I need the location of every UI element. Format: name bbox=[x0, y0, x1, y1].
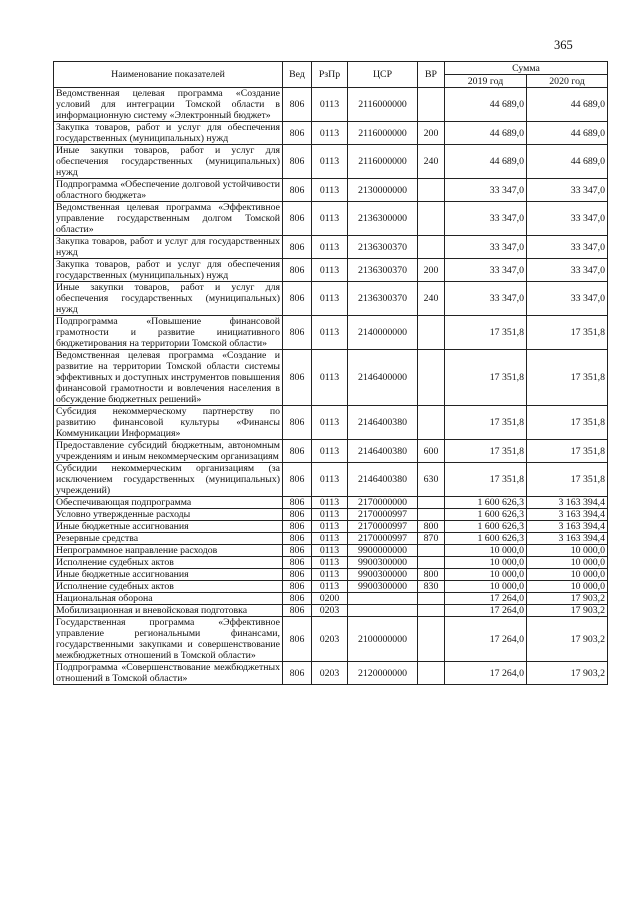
cell-vr bbox=[418, 350, 445, 406]
header-csr: ЦСР bbox=[348, 62, 418, 88]
cell-vr bbox=[418, 545, 445, 557]
cell-sum-2020: 10 000,0 bbox=[527, 557, 608, 569]
budget-table bbox=[53, 61, 608, 685]
cell-sum-2020: 17 903,2 bbox=[527, 605, 608, 617]
cell-csr: 2170000997 bbox=[348, 533, 418, 545]
cell-ved: 806 bbox=[283, 497, 312, 509]
cell-sum-2020: 33 347,0 bbox=[527, 259, 608, 282]
cell-csr: 2170000000 bbox=[348, 497, 418, 509]
table-row bbox=[54, 545, 608, 557]
cell-vr bbox=[418, 202, 445, 236]
cell-csr: 2136300370 bbox=[348, 282, 418, 316]
cell-sum-2019: 33 347,0 bbox=[445, 179, 527, 202]
cell-vr: 800 bbox=[418, 569, 445, 581]
cell-csr: 2170000997 bbox=[348, 521, 418, 533]
cell-name: Субсидии некоммерческим организациям (за исключением государственных (муниципальных) учреждений) bbox=[54, 463, 283, 497]
cell-ved: 806 bbox=[283, 179, 312, 202]
cell-name: Субсидия некоммерческому партнерству по развитию финансовой культуры «Финансы Коммуникации Информация» bbox=[54, 406, 283, 440]
cell-rzpr: 0113 bbox=[312, 440, 348, 463]
cell-csr: 9900300000 bbox=[348, 557, 418, 569]
cell-vr bbox=[418, 605, 445, 617]
cell-name: Закупка товаров, работ и услуг для обеспечения государственных (муниципальных) нужд bbox=[54, 122, 283, 145]
table-row bbox=[54, 88, 608, 122]
cell-name: Подпрограмма «Повышение финансовой грамотности и развитие инициативного бюджетирования на территории Томской области» bbox=[54, 316, 283, 350]
cell-rzpr: 0113 bbox=[312, 406, 348, 440]
cell-sum-2020: 44 689,0 bbox=[527, 88, 608, 122]
cell-name: Ведомственная целевая программа «Создание и развитие на территории Томской области системы эффективных и доступных инструментов повышения финансовой грамотности и вовлечения населения в обсуждение бюджетных решений» bbox=[54, 350, 283, 406]
cell-ved: 806 bbox=[283, 145, 312, 179]
cell-sum-2020: 33 347,0 bbox=[527, 236, 608, 259]
cell-name: Закупка товаров, работ и услуг для государственных нужд bbox=[54, 236, 283, 259]
cell-rzpr: 0113 bbox=[312, 236, 348, 259]
cell-rzpr: 0113 bbox=[312, 497, 348, 509]
cell-vr bbox=[418, 557, 445, 569]
cell-sum-2019: 44 689,0 bbox=[445, 122, 527, 145]
cell-rzpr: 0113 bbox=[312, 569, 348, 581]
cell-sum-2019: 1 600 626,3 bbox=[445, 509, 527, 521]
cell-ved: 806 bbox=[283, 581, 312, 593]
cell-ved: 806 bbox=[283, 533, 312, 545]
cell-rzpr: 0203 bbox=[312, 662, 348, 685]
cell-vr bbox=[418, 88, 445, 122]
cell-ved: 806 bbox=[283, 509, 312, 521]
cell-rzpr: 0113 bbox=[312, 122, 348, 145]
cell-csr: 2116000000 bbox=[348, 122, 418, 145]
cell-rzpr: 0113 bbox=[312, 350, 348, 406]
cell-vr bbox=[418, 179, 445, 202]
cell-csr: 9900000000 bbox=[348, 545, 418, 557]
cell-rzpr: 0113 bbox=[312, 509, 348, 521]
cell-ved: 806 bbox=[283, 202, 312, 236]
cell-sum-2020: 3 163 394,4 bbox=[527, 497, 608, 509]
cell-vr bbox=[418, 316, 445, 350]
cell-sum-2020: 10 000,0 bbox=[527, 581, 608, 593]
cell-ved: 806 bbox=[283, 593, 312, 605]
cell-sum-2020: 33 347,0 bbox=[527, 282, 608, 316]
cell-sum-2019: 1 600 626,3 bbox=[445, 533, 527, 545]
cell-vr: 200 bbox=[418, 259, 445, 282]
cell-csr: 2146400380 bbox=[348, 406, 418, 440]
cell-sum-2019: 33 347,0 bbox=[445, 282, 527, 316]
cell-rzpr: 0200 bbox=[312, 593, 348, 605]
cell-vr: 240 bbox=[418, 145, 445, 179]
cell-name: Непрограммное направление расходов bbox=[54, 545, 283, 557]
cell-vr bbox=[418, 593, 445, 605]
cell-csr: 2116000000 bbox=[348, 145, 418, 179]
cell-ved: 806 bbox=[283, 545, 312, 557]
cell-ved: 806 bbox=[283, 236, 312, 259]
cell-sum-2019: 1 600 626,3 bbox=[445, 521, 527, 533]
table-row bbox=[54, 533, 608, 545]
table-row bbox=[54, 122, 608, 145]
table-row bbox=[54, 593, 608, 605]
table-header bbox=[54, 62, 608, 88]
cell-ved: 806 bbox=[283, 406, 312, 440]
cell-vr: 630 bbox=[418, 463, 445, 497]
cell-rzpr: 0113 bbox=[312, 533, 348, 545]
cell-name: Иные бюджетные ассигнования bbox=[54, 569, 283, 581]
cell-sum-2020: 17 351,8 bbox=[527, 350, 608, 406]
cell-csr: 2130000000 bbox=[348, 179, 418, 202]
cell-sum-2020: 33 347,0 bbox=[527, 179, 608, 202]
table-row bbox=[54, 350, 608, 406]
cell-sum-2019: 10 000,0 bbox=[445, 545, 527, 557]
cell-vr: 200 bbox=[418, 122, 445, 145]
cell-vr: 830 bbox=[418, 581, 445, 593]
cell-rzpr: 0113 bbox=[312, 581, 348, 593]
cell-vr bbox=[418, 617, 445, 662]
table-row bbox=[54, 463, 608, 497]
cell-sum-2019: 17 351,8 bbox=[445, 316, 527, 350]
page-number: 365 bbox=[554, 38, 573, 52]
cell-rzpr: 0113 bbox=[312, 545, 348, 557]
cell-csr: 2116000000 bbox=[348, 88, 418, 122]
cell-ved: 806 bbox=[283, 557, 312, 569]
cell-name: Иные бюджетные ассигнования bbox=[54, 521, 283, 533]
cell-name: Ведомственная целевая программа «Создание условий для интеграции Томской области в информационную систему «Электронный бюджет» bbox=[54, 88, 283, 122]
table-row bbox=[54, 179, 608, 202]
table-row bbox=[54, 236, 608, 259]
table-row bbox=[54, 509, 608, 521]
cell-rzpr: 0113 bbox=[312, 202, 348, 236]
cell-rzpr: 0113 bbox=[312, 145, 348, 179]
table-body bbox=[54, 88, 608, 685]
cell-sum-2020: 17 903,2 bbox=[527, 593, 608, 605]
cell-ved: 806 bbox=[283, 463, 312, 497]
table-row bbox=[54, 569, 608, 581]
header-rzpr: РзПр bbox=[312, 62, 348, 88]
table-row bbox=[54, 282, 608, 316]
cell-ved: 806 bbox=[283, 122, 312, 145]
cell-rzpr: 0113 bbox=[312, 316, 348, 350]
cell-name: Иные закупки товаров, работ и услуг для обеспечения государственных (муниципальных) нужд bbox=[54, 145, 283, 179]
cell-csr: 2120000000 bbox=[348, 662, 418, 685]
cell-sum-2019: 17 264,0 bbox=[445, 605, 527, 617]
cell-ved: 806 bbox=[283, 350, 312, 406]
cell-csr: 2140000000 bbox=[348, 316, 418, 350]
cell-sum-2020: 3 163 394,4 bbox=[527, 509, 608, 521]
cell-sum-2020: 10 000,0 bbox=[527, 545, 608, 557]
cell-csr: 2136300000 bbox=[348, 202, 418, 236]
cell-csr: 2136300370 bbox=[348, 236, 418, 259]
cell-ved: 806 bbox=[283, 605, 312, 617]
cell-csr bbox=[348, 593, 418, 605]
cell-ved: 806 bbox=[283, 440, 312, 463]
cell-name: Ведомственная целевая программа «Эффективное управление государственным долгом Томской области» bbox=[54, 202, 283, 236]
cell-sum-2019: 33 347,0 bbox=[445, 236, 527, 259]
cell-csr bbox=[348, 605, 418, 617]
cell-sum-2019: 17 264,0 bbox=[445, 617, 527, 662]
header-ved: Вед bbox=[283, 62, 312, 88]
table-row bbox=[54, 406, 608, 440]
cell-name: Исполнение судебных актов bbox=[54, 581, 283, 593]
table-row bbox=[54, 259, 608, 282]
cell-name: Подпрограмма «Обеспечение долговой устойчивости областного бюджета» bbox=[54, 179, 283, 202]
cell-sum-2019: 17 351,8 bbox=[445, 463, 527, 497]
cell-csr: 9900300000 bbox=[348, 569, 418, 581]
cell-rzpr: 0203 bbox=[312, 617, 348, 662]
cell-rzpr: 0113 bbox=[312, 557, 348, 569]
cell-csr: 2170000997 bbox=[348, 509, 418, 521]
cell-rzpr: 0113 bbox=[312, 259, 348, 282]
table-row bbox=[54, 202, 608, 236]
cell-sum-2019: 10 000,0 bbox=[445, 557, 527, 569]
table-row bbox=[54, 440, 608, 463]
cell-csr: 2146400380 bbox=[348, 463, 418, 497]
cell-vr bbox=[418, 509, 445, 521]
cell-sum-2020: 17 351,8 bbox=[527, 406, 608, 440]
cell-sum-2019: 44 689,0 bbox=[445, 88, 527, 122]
header-name: Наименование показателей bbox=[54, 62, 283, 88]
cell-csr: 2146400380 bbox=[348, 440, 418, 463]
cell-sum-2019: 33 347,0 bbox=[445, 202, 527, 236]
cell-sum-2019: 10 000,0 bbox=[445, 569, 527, 581]
cell-name: Иные закупки товаров, работ и услуг для обеспечения государственных (муниципальных) нужд bbox=[54, 282, 283, 316]
cell-sum-2020: 44 689,0 bbox=[527, 145, 608, 179]
cell-name: Предоставление субсидий бюджетным, автономным учреждениям и иным некоммерческим организациям bbox=[54, 440, 283, 463]
cell-sum-2019: 17 351,8 bbox=[445, 406, 527, 440]
cell-rzpr: 0113 bbox=[312, 282, 348, 316]
cell-vr bbox=[418, 662, 445, 685]
table-row bbox=[54, 521, 608, 533]
table-row bbox=[54, 662, 608, 685]
cell-name: Исполнение судебных актов bbox=[54, 557, 283, 569]
cell-sum-2020: 17 903,2 bbox=[527, 662, 608, 685]
cell-sum-2019: 33 347,0 bbox=[445, 259, 527, 282]
cell-ved: 806 bbox=[283, 617, 312, 662]
cell-name: Государственная программа «Эффективное управление региональными финансами, государственными закупками и совершенствование межбюджетных отношений в Томской области» bbox=[54, 617, 283, 662]
cell-name: Закупка товаров, работ и услуг для обеспечения государственных (муниципальных) нужд bbox=[54, 259, 283, 282]
cell-rzpr: 0113 bbox=[312, 463, 348, 497]
cell-csr: 9900300000 bbox=[348, 581, 418, 593]
cell-ved: 806 bbox=[283, 569, 312, 581]
cell-sum-2020: 3 163 394,4 bbox=[527, 533, 608, 545]
cell-sum-2019: 44 689,0 bbox=[445, 145, 527, 179]
cell-vr: 870 bbox=[418, 533, 445, 545]
header-year-2020: 2020 год bbox=[527, 75, 608, 88]
cell-ved: 806 bbox=[283, 316, 312, 350]
cell-name: Подпрограмма «Совершенствование межбюджетных отношений в Томской области» bbox=[54, 662, 283, 685]
cell-ved: 806 bbox=[283, 662, 312, 685]
table-row bbox=[54, 605, 608, 617]
cell-vr: 800 bbox=[418, 521, 445, 533]
cell-sum-2020: 33 347,0 bbox=[527, 202, 608, 236]
cell-name: Резервные средства bbox=[54, 533, 283, 545]
cell-vr: 600 bbox=[418, 440, 445, 463]
header-year-2019: 2019 год bbox=[445, 75, 527, 88]
cell-vr bbox=[418, 406, 445, 440]
cell-name: Обеспечивающая подпрограмма bbox=[54, 497, 283, 509]
cell-ved: 806 bbox=[283, 282, 312, 316]
cell-csr: 2100000000 bbox=[348, 617, 418, 662]
cell-sum-2019: 1 600 626,3 bbox=[445, 497, 527, 509]
cell-sum-2019: 17 351,8 bbox=[445, 350, 527, 406]
cell-rzpr: 0113 bbox=[312, 88, 348, 122]
cell-csr: 2146400000 bbox=[348, 350, 418, 406]
cell-sum-2019: 17 351,8 bbox=[445, 440, 527, 463]
cell-sum-2020: 3 163 394,4 bbox=[527, 521, 608, 533]
cell-ved: 806 bbox=[283, 521, 312, 533]
cell-vr bbox=[418, 497, 445, 509]
cell-sum-2020: 17 351,8 bbox=[527, 463, 608, 497]
table-row bbox=[54, 497, 608, 509]
cell-name: Мобилизационная и вневойсковая подготовка bbox=[54, 605, 283, 617]
cell-sum-2020: 17 903,2 bbox=[527, 617, 608, 662]
cell-name: Национальная оборона bbox=[54, 593, 283, 605]
cell-sum-2019: 17 264,0 bbox=[445, 593, 527, 605]
table-row bbox=[54, 316, 608, 350]
cell-csr: 2136300370 bbox=[348, 259, 418, 282]
cell-name: Условно утвержденные расходы bbox=[54, 509, 283, 521]
table-row bbox=[54, 145, 608, 179]
table-row bbox=[54, 617, 608, 662]
cell-sum-2020: 17 351,8 bbox=[527, 316, 608, 350]
cell-rzpr: 0203 bbox=[312, 605, 348, 617]
cell-sum-2019: 10 000,0 bbox=[445, 581, 527, 593]
cell-rzpr: 0113 bbox=[312, 179, 348, 202]
table-row bbox=[54, 581, 608, 593]
cell-rzpr: 0113 bbox=[312, 521, 348, 533]
cell-sum-2020: 17 351,8 bbox=[527, 440, 608, 463]
cell-vr: 240 bbox=[418, 282, 445, 316]
cell-sum-2019: 17 264,0 bbox=[445, 662, 527, 685]
cell-vr bbox=[418, 236, 445, 259]
cell-sum-2020: 44 689,0 bbox=[527, 122, 608, 145]
header-sum: Сумма bbox=[445, 62, 608, 75]
table-row bbox=[54, 557, 608, 569]
cell-ved: 806 bbox=[283, 88, 312, 122]
cell-sum-2020: 10 000,0 bbox=[527, 569, 608, 581]
header-vr: ВР bbox=[418, 62, 445, 88]
cell-ved: 806 bbox=[283, 259, 312, 282]
